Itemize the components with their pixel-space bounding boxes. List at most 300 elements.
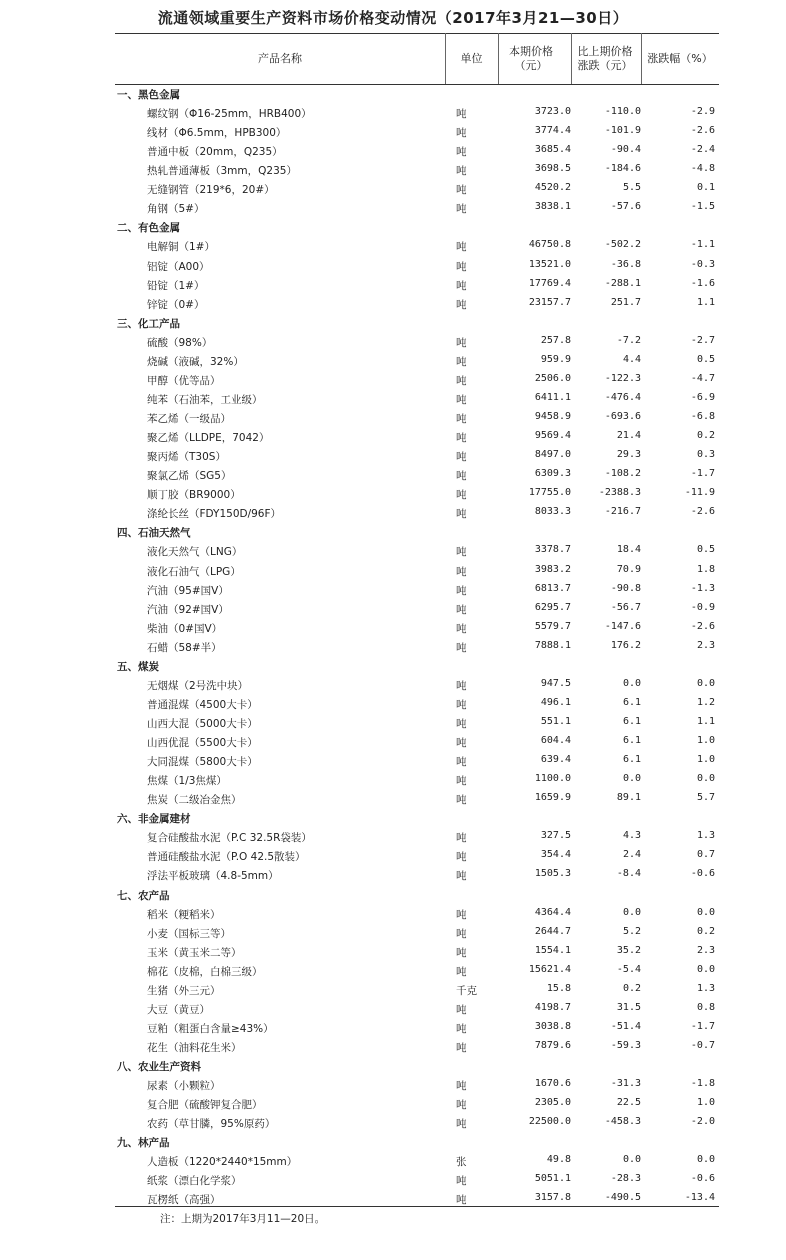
unit-cell: 吨 — [456, 546, 467, 559]
change-cell: 31.5 — [616, 1001, 641, 1013]
header-unit: 单位 — [460, 51, 483, 65]
table-row — [115, 1019, 719, 1038]
unit-cell: 吨 — [456, 508, 467, 521]
table-row — [115, 199, 719, 218]
change-cell: -101.9 — [604, 125, 641, 137]
table-row — [115, 428, 719, 447]
price-cell: 1100.0 — [534, 773, 571, 785]
price-cell: 3038.8 — [534, 1020, 571, 1032]
table-row — [115, 790, 719, 809]
unit-cell: 吨 — [456, 108, 467, 121]
table-row — [115, 581, 719, 600]
change-cell: -7.2 — [616, 334, 641, 346]
change-cell: -2388.3 — [598, 487, 641, 499]
change-cell: 6.1 — [622, 696, 641, 708]
unit-cell: 吨 — [456, 965, 467, 978]
table-row — [115, 771, 719, 790]
table-row — [115, 847, 719, 866]
change-cell: 18.4 — [616, 544, 641, 556]
product-name: 普通中板（20mm，Q235） — [147, 146, 283, 159]
change-cell: 35.2 — [616, 944, 641, 956]
unit-cell: 吨 — [456, 870, 467, 883]
product-name: 锌锭（0#） — [147, 298, 205, 311]
pct-cell: 0.0 — [696, 963, 715, 975]
unit-cell: 吨 — [456, 1022, 467, 1035]
price-cell: 13521.0 — [528, 258, 571, 270]
unit-cell: 张 — [456, 1156, 467, 1169]
header-change: 比上期价格涨跌（元） — [577, 44, 633, 72]
price-cell: 15.8 — [546, 982, 571, 994]
category-label: 四、石油天然气 — [117, 527, 191, 540]
change-cell: 5.5 — [622, 182, 641, 194]
price-cell: 1670.6 — [534, 1078, 571, 1090]
change-cell: 0.0 — [622, 906, 641, 918]
pct-cell: -2.9 — [690, 106, 715, 118]
table-row — [115, 562, 719, 581]
price-cell: 3378.7 — [534, 544, 571, 556]
price-cell: 1554.1 — [534, 944, 571, 956]
unit-cell: 吨 — [456, 565, 467, 578]
unit-cell: 吨 — [456, 1194, 467, 1207]
table-row — [115, 161, 719, 180]
product-name: 复合肥（硫酸钾复合肥） — [147, 1099, 263, 1112]
table-row — [115, 180, 719, 199]
page-title: 流通领域重要生产资料市场价格变动情况（2017年3月21—30日） — [157, 9, 629, 27]
product-name: 棉花（皮棉，白棉三级） — [147, 965, 263, 978]
price-cell: 3685.4 — [534, 144, 571, 156]
header-name: 产品名称 — [258, 51, 302, 65]
table-row — [115, 1038, 719, 1057]
price-cell: 327.5 — [540, 830, 571, 842]
column-divider — [498, 33, 499, 84]
product-name: 铝锭（A00） — [147, 260, 210, 273]
unit-cell: 吨 — [456, 622, 467, 635]
category-row — [115, 523, 719, 542]
product-name: 液化天然气（LNG） — [147, 546, 243, 559]
pct-cell: 0.0 — [696, 677, 715, 689]
pct-cell: 1.3 — [696, 830, 715, 842]
product-name: 瓦楞纸（高强） — [147, 1194, 221, 1207]
table-row — [115, 866, 719, 885]
table-row — [115, 828, 719, 847]
pct-cell: 0.3 — [696, 449, 715, 461]
table-bottom-rule — [115, 1206, 719, 1207]
price-cell: 1659.9 — [534, 792, 571, 804]
unit-cell: 吨 — [456, 165, 467, 178]
product-name: 烧碱（液碱，32%） — [147, 355, 244, 368]
table-row — [115, 142, 719, 161]
unit-cell: 吨 — [456, 603, 467, 616]
change-cell: 2.4 — [622, 849, 641, 861]
table-row — [115, 333, 719, 352]
category-row — [115, 657, 719, 676]
pct-cell: -1.1 — [690, 239, 715, 251]
pct-cell: -0.7 — [690, 1040, 715, 1051]
table-row — [115, 352, 719, 371]
header-price: 本期价格（元） — [509, 44, 553, 72]
unit-cell: 吨 — [456, 1042, 467, 1054]
category-label: 五、煤炭 — [117, 660, 159, 673]
unit-cell: 吨 — [456, 698, 467, 711]
unit-cell: 吨 — [456, 451, 467, 464]
table-row — [115, 962, 719, 981]
category-label: 七、农产品 — [117, 889, 170, 902]
product-name: 硫酸（98%） — [147, 336, 213, 349]
price-cell: 6411.1 — [534, 391, 571, 403]
table-row — [115, 466, 719, 485]
unit-cell: 吨 — [456, 489, 467, 502]
unit-cell: 吨 — [456, 1099, 467, 1112]
table-row — [115, 600, 719, 619]
price-cell: 5051.1 — [534, 1173, 571, 1185]
change-cell: 6.1 — [622, 735, 641, 747]
table-row — [115, 104, 719, 123]
change-cell: -59.3 — [610, 1040, 641, 1051]
price-cell: 2644.7 — [534, 925, 571, 937]
change-cell: 29.3 — [616, 449, 641, 461]
table-row — [115, 733, 719, 752]
pct-cell: -6.8 — [690, 411, 715, 423]
pct-cell: -0.6 — [690, 868, 715, 880]
unit-cell: 吨 — [456, 756, 467, 769]
table-row — [115, 295, 719, 314]
pct-cell: 0.5 — [696, 353, 715, 365]
pct-cell: 0.8 — [696, 1001, 715, 1013]
table-row — [115, 638, 719, 657]
unit-cell: 吨 — [456, 241, 467, 254]
table-row — [115, 1114, 719, 1133]
change-cell: -184.6 — [604, 163, 641, 175]
price-cell: 22500.0 — [528, 1116, 571, 1128]
table-row — [115, 237, 719, 256]
unit-cell: 吨 — [456, 775, 467, 788]
change-cell: 251.7 — [610, 296, 641, 308]
price-cell: 4198.7 — [534, 1001, 571, 1013]
change-cell: -8.4 — [616, 868, 641, 880]
pct-cell: 1.0 — [696, 1097, 715, 1109]
unit-cell: 吨 — [456, 146, 467, 159]
category-label: 二、有色金属 — [117, 222, 180, 235]
product-name: 焦煤（1/3焦煤） — [147, 775, 227, 788]
product-name: 大同混煤（5800大卡） — [147, 756, 258, 769]
unit-cell: 吨 — [456, 946, 467, 959]
table-row — [115, 981, 719, 1000]
pct-cell: 2.3 — [696, 639, 715, 651]
change-cell: -56.7 — [610, 601, 641, 613]
price-cell: 496.1 — [540, 696, 571, 708]
product-name: 普通硅酸盐水泥（P.O 42.5散装） — [147, 851, 306, 864]
product-name: 纯苯（石油苯，工业级） — [147, 393, 263, 406]
product-name: 涤纶长丝（FDY150D/96F） — [147, 508, 282, 521]
pct-cell: -1.7 — [690, 468, 715, 480]
pct-cell: -4.7 — [690, 372, 715, 384]
product-name: 山西优混（5500大卡） — [147, 737, 258, 750]
table-row — [115, 409, 719, 428]
category-row — [115, 886, 719, 905]
change-cell: 22.5 — [616, 1097, 641, 1109]
change-cell: -57.6 — [610, 201, 641, 213]
unit-cell: 吨 — [456, 737, 467, 750]
pct-cell: -1.3 — [690, 582, 715, 594]
product-name: 聚丙烯（T30S） — [147, 451, 226, 464]
price-cell: 49.8 — [546, 1154, 571, 1166]
price-cell: 17769.4 — [528, 277, 571, 289]
unit-cell: 吨 — [456, 203, 467, 216]
pct-cell: 0.0 — [696, 906, 715, 918]
pct-cell: -1.6 — [690, 277, 715, 289]
table-row — [115, 371, 719, 390]
unit-cell: 吨 — [456, 298, 467, 311]
unit-cell: 吨 — [456, 1175, 467, 1188]
product-name: 复合硅酸盐水泥（P.C 32.5R袋装） — [147, 832, 312, 845]
pct-cell: -2.6 — [690, 620, 715, 632]
unit-cell: 吨 — [456, 336, 467, 349]
product-name: 生猪（外三元） — [147, 984, 221, 997]
product-name: 热轧普通薄板（3mm，Q235） — [147, 165, 297, 178]
category-row — [115, 1133, 719, 1152]
table-row — [115, 714, 719, 733]
product-name: 汽油（92#国Ⅴ） — [147, 603, 229, 616]
price-cell: 3698.5 — [534, 163, 571, 175]
pct-cell: -6.9 — [690, 391, 715, 403]
change-cell: 4.4 — [622, 353, 641, 365]
unit-cell: 吨 — [456, 355, 467, 368]
change-cell: -36.8 — [610, 258, 641, 270]
product-name: 角钢（5#） — [147, 203, 205, 216]
price-cell: 3983.2 — [534, 563, 571, 575]
category-label: 三、化工产品 — [117, 317, 180, 330]
price-cell: 9458.9 — [534, 411, 571, 423]
unit-cell: 吨 — [456, 127, 467, 140]
pct-cell: -11.9 — [684, 487, 715, 499]
product-name: 山西大混（5000大卡） — [147, 717, 258, 730]
price-cell: 6309.3 — [534, 468, 571, 480]
table-row — [115, 1095, 719, 1114]
pct-cell: 1.2 — [696, 696, 715, 708]
product-name: 浮法平板玻璃（4.8-5mm） — [147, 870, 279, 883]
price-cell: 959.9 — [540, 353, 571, 365]
price-cell: 2305.0 — [534, 1097, 571, 1109]
product-name: 柴油（0#国Ⅴ） — [147, 622, 223, 635]
category-row — [115, 218, 719, 237]
table-row — [115, 695, 719, 714]
pct-cell: 1.0 — [696, 735, 715, 747]
unit-cell: 吨 — [456, 908, 467, 921]
change-cell: -28.3 — [610, 1173, 641, 1185]
category-row — [115, 809, 719, 828]
price-cell: 5579.7 — [534, 620, 571, 632]
table-row — [115, 619, 719, 638]
table-row — [115, 504, 719, 523]
price-cell: 46750.8 — [528, 239, 571, 251]
table-row — [115, 542, 719, 561]
change-cell: -147.6 — [604, 620, 641, 632]
category-row — [115, 1057, 719, 1076]
price-cell: 257.8 — [540, 334, 571, 346]
unit-cell: 吨 — [456, 794, 467, 807]
product-name: 汽油（95#国Ⅴ） — [147, 584, 229, 597]
table-row — [115, 1171, 719, 1190]
price-cell: 6295.7 — [534, 601, 571, 613]
change-cell: 89.1 — [616, 792, 641, 804]
column-divider — [571, 33, 572, 84]
pct-cell: -2.0 — [690, 1116, 715, 1128]
price-cell: 3723.0 — [534, 106, 571, 118]
category-label: 一、黑色金属 — [117, 89, 180, 101]
pct-cell: -2.6 — [690, 506, 715, 518]
pct-cell: 1.1 — [696, 715, 715, 727]
price-cell: 354.4 — [540, 849, 571, 861]
price-cell: 9569.4 — [534, 430, 571, 442]
product-name: 顺丁胶（BR9000） — [147, 489, 241, 502]
pct-cell: -0.9 — [690, 601, 715, 613]
product-name: 铅锭（1#） — [147, 279, 205, 292]
price-cell: 4520.2 — [534, 182, 571, 194]
unit-cell: 吨 — [456, 851, 467, 864]
price-cell: 947.5 — [540, 677, 571, 689]
change-cell: -108.2 — [604, 468, 641, 480]
change-cell: -122.3 — [604, 372, 641, 384]
table-row — [115, 257, 719, 276]
pct-cell: 0.5 — [696, 544, 715, 556]
pct-cell: 0.1 — [696, 182, 715, 194]
price-cell: 639.4 — [540, 754, 571, 766]
category-label: 八、农业生产资料 — [117, 1061, 201, 1074]
pct-cell: -4.8 — [690, 163, 715, 175]
change-cell: -458.3 — [604, 1116, 641, 1128]
pct-cell: 1.8 — [696, 563, 715, 575]
price-cell: 23157.7 — [528, 296, 571, 308]
pct-cell: 0.7 — [696, 849, 715, 861]
category-label: 九、林产品 — [117, 1137, 170, 1150]
pct-cell: 0.2 — [696, 430, 715, 442]
pct-cell: -2.4 — [690, 144, 715, 156]
product-name: 螺纹钢（Φ16-25mm，HRB400） — [147, 108, 312, 121]
product-name: 聚氯乙烯（SG5） — [147, 470, 232, 483]
table-row — [115, 752, 719, 771]
price-cell: 2506.0 — [534, 372, 571, 384]
price-cell: 3838.1 — [534, 201, 571, 213]
pct-cell: 1.3 — [696, 982, 715, 994]
change-cell: 0.0 — [622, 1154, 641, 1166]
pct-cell: 0.0 — [696, 773, 715, 785]
price-cell: 1505.3 — [534, 868, 571, 880]
table-row — [115, 390, 719, 409]
change-cell: -5.4 — [616, 963, 641, 975]
category-row — [115, 314, 719, 333]
product-name: 人造板（1220*2440*15mm） — [147, 1156, 298, 1169]
product-name: 纸浆（漂白化学浆） — [147, 1175, 242, 1188]
product-name: 石蜡（58#半） — [147, 641, 222, 654]
price-cell: 17755.0 — [528, 487, 571, 499]
change-cell: 0.2 — [622, 982, 641, 994]
price-cell: 7879.6 — [534, 1040, 571, 1051]
change-cell: 21.4 — [616, 430, 641, 442]
table-row — [115, 943, 719, 962]
table-row — [115, 1076, 719, 1095]
change-cell: -51.4 — [610, 1020, 641, 1032]
unit-cell: 吨 — [456, 1080, 467, 1093]
change-cell: -490.5 — [604, 1192, 641, 1204]
price-cell: 7888.1 — [534, 639, 571, 651]
pct-cell: -0.3 — [690, 258, 715, 270]
unit-cell: 吨 — [456, 374, 467, 387]
unit-cell: 吨 — [456, 470, 467, 483]
product-name: 稻米（粳稻米） — [147, 908, 221, 921]
change-cell: 4.3 — [622, 830, 641, 842]
unit-cell: 吨 — [456, 279, 467, 292]
product-name: 焦炭（二级冶金焦） — [147, 794, 242, 807]
product-name: 线材（Φ6.5mm，HPB300） — [147, 127, 287, 140]
unit-cell: 吨 — [456, 641, 467, 654]
pct-cell: -1.5 — [690, 201, 715, 213]
table-row — [115, 447, 719, 466]
pct-cell: 0.2 — [696, 925, 715, 937]
pct-cell: -1.7 — [690, 1020, 715, 1032]
category-row — [115, 85, 719, 104]
table-row — [115, 276, 719, 295]
change-cell: 0.0 — [622, 773, 641, 785]
change-cell: 70.9 — [616, 563, 641, 575]
table-row — [115, 676, 719, 695]
unit-cell: 吨 — [456, 393, 467, 406]
unit-cell: 吨 — [456, 679, 467, 692]
unit-cell: 吨 — [456, 832, 467, 845]
change-cell: -31.3 — [610, 1078, 641, 1090]
footnote: 注：上期为2017年3月11—20日。 — [160, 1213, 326, 1225]
unit-cell: 吨 — [456, 1118, 467, 1131]
product-name: 小麦（国标三等） — [147, 927, 231, 940]
table-row — [115, 905, 719, 924]
product-name: 液化石油气（LPG） — [147, 565, 241, 578]
table-row — [115, 924, 719, 943]
price-cell: 3774.4 — [534, 125, 571, 137]
table-row — [115, 485, 719, 504]
unit-cell: 吨 — [456, 184, 467, 197]
pct-cell: -13.4 — [684, 1192, 715, 1204]
change-cell: 6.1 — [622, 715, 641, 727]
pct-cell: -2.6 — [690, 125, 715, 137]
price-cell: 3157.8 — [534, 1192, 571, 1204]
change-cell: -90.4 — [610, 144, 641, 156]
pct-cell: -1.8 — [690, 1078, 715, 1090]
unit-cell: 吨 — [456, 260, 467, 273]
product-name: 豆粕（粗蛋白含量≥43%） — [147, 1022, 274, 1035]
change-cell: -693.6 — [604, 411, 641, 423]
price-cell: 8497.0 — [534, 449, 571, 461]
product-name: 普通混煤（4500大卡） — [147, 698, 258, 711]
header-pct: 涨跌幅（%） — [647, 51, 713, 65]
change-cell: -110.0 — [604, 106, 641, 118]
unit-cell: 吨 — [456, 927, 467, 940]
pct-cell: 1.0 — [696, 754, 715, 766]
change-cell: 176.2 — [610, 639, 641, 651]
product-name: 苯乙烯（一级品） — [147, 413, 231, 426]
product-name: 聚乙烯（LLDPE，7042） — [147, 432, 270, 445]
table-row — [115, 1152, 719, 1171]
product-name: 大豆（黄豆） — [147, 1003, 210, 1016]
product-name: 玉米（黄玉米二等） — [147, 946, 242, 959]
pct-cell: -0.6 — [690, 1173, 715, 1185]
pct-cell: 0.0 — [696, 1154, 715, 1166]
product-name: 电解铜（1#） — [147, 241, 215, 254]
change-cell: -476.4 — [604, 391, 641, 403]
table-row — [115, 123, 719, 142]
unit-cell: 吨 — [456, 1003, 467, 1016]
unit-cell: 吨 — [456, 432, 467, 445]
table-row — [115, 1000, 719, 1019]
product-name: 无缝钢管（219*6，20#） — [147, 184, 275, 197]
